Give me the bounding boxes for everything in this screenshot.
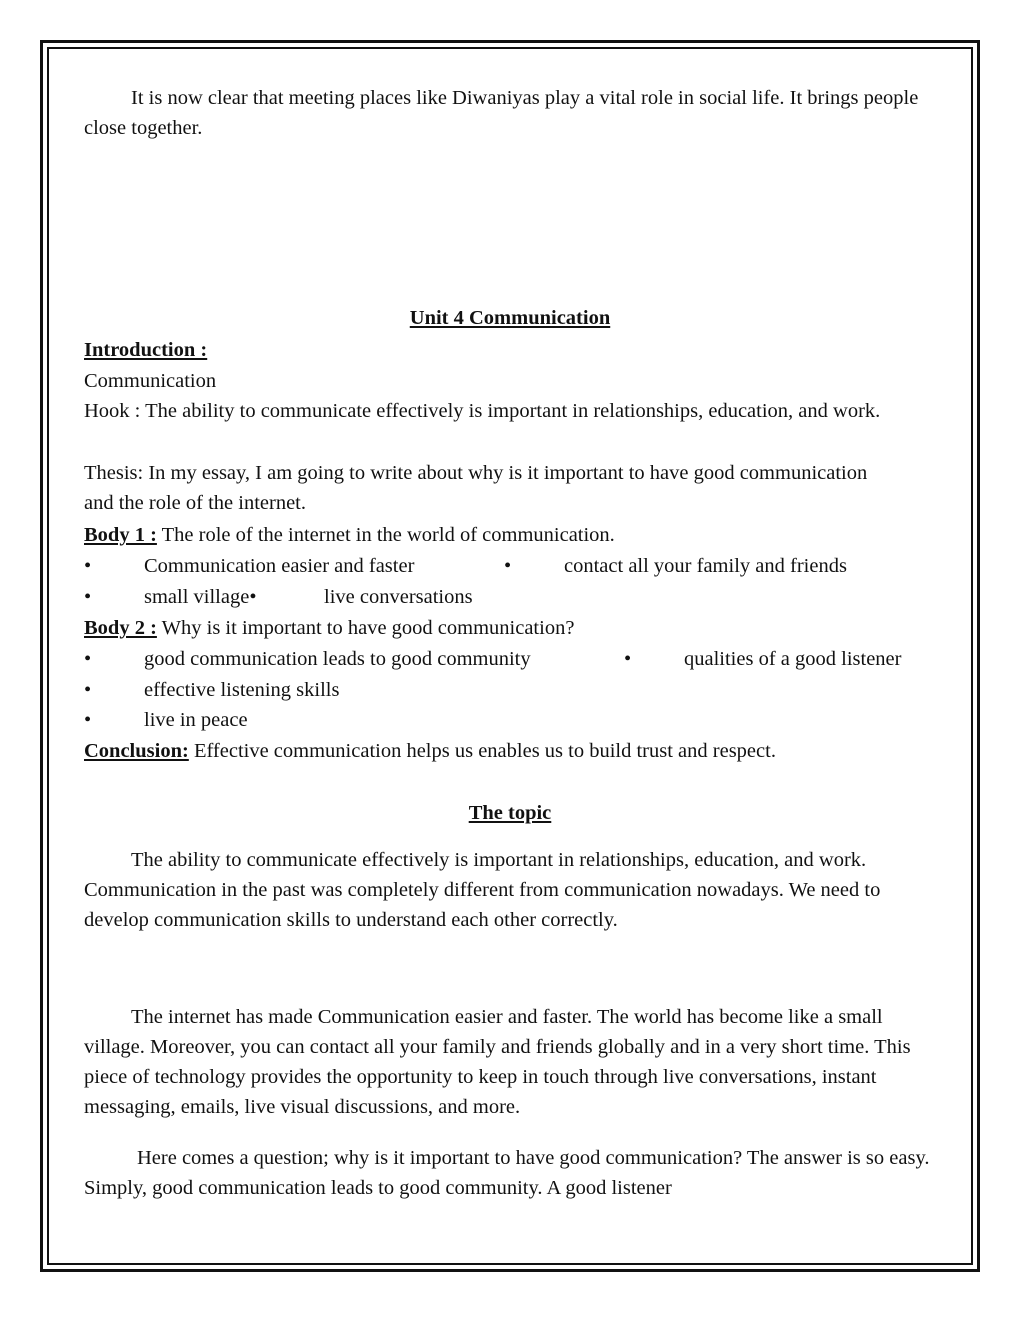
hook-text: Hook : The ability to communicate effectively is important in relationships, education, and work. [84,400,881,422]
topic-heading: The topic [468,802,552,824]
bullet-text: qualities of a good listener [684,648,902,670]
bullet-icon: • [504,555,512,577]
body1-text: The role of the internet in the world of communication. [156,524,615,546]
introduction-label: Introduction : [84,339,208,361]
thesis-text: Thesis: In my essay, I am going to write about why is it important to have good communication and the role of the internet. [84,462,868,514]
bullet-text: Communication easier and faster [144,555,415,577]
bullet-text: live conversations [324,586,473,608]
bullet-icon: • [84,709,92,731]
bullet-text: good communication leads to good community [144,648,531,670]
essay-paragraph-1: The ability to communicate effectively is important in relationships, education, and work. Communication in the past was completely different from communication nowadays. We need to develop communication skills to understand each other correctly. [84,849,881,931]
topic-word: Communication [84,370,217,392]
conclusion-label: Conclusion: [84,740,189,762]
bullet-text [144,582,257,612]
bullet-text: contact all your family and friends [564,555,847,577]
body2-text: Why is it important to have good communication? [156,617,575,639]
body1-label: Body 1 : [84,524,157,546]
bullet-text: live in peace [144,709,248,731]
body2-bullet-row-3 [84,705,936,735]
intro-paragraph: It is now clear that meeting places like Diwaniyas play a vital role in social life. It brings people close together. [84,87,919,139]
body2-line [84,613,936,643]
bullet-text: effective listening skills [144,679,340,701]
body1-bullet-row-1 [84,551,936,581]
essay-paragraph-3: Here comes a question; why is it important to have good communication? The answer is so easy. Simply, good communication leads to good community. A good listener [84,1147,930,1199]
bullet-icon: • [249,586,257,608]
conclusion-line [84,736,936,766]
essay-paragraph-2: The internet has made Communication easier and faster. The world has become like a small village. Moreover, you can contact all your family and friends globally and in a very short time. This piece of technology provides the opportunity to keep in touch through live conversations, instant messaging, emails, live visual discussions, and more. [84,1006,911,1118]
body2-bullet-row-2 [84,675,936,705]
body1-bullet-row-2 [84,582,936,612]
bullet-icon: • [84,555,92,577]
conclusion-text: Effective communication helps us enables us to build trust and respect. [188,740,776,762]
bullet-icon: • [84,648,92,670]
body2-label: Body 2 : [84,617,157,639]
bullet-text-part: small village [144,586,250,608]
body2-bullet-row-1 [84,644,936,674]
bullet-icon: • [624,648,632,670]
bullet-icon: • [84,679,92,701]
unit-title: Unit 4 Communication [409,307,611,329]
body1-line [84,520,936,550]
bullet-icon: • [84,586,92,608]
